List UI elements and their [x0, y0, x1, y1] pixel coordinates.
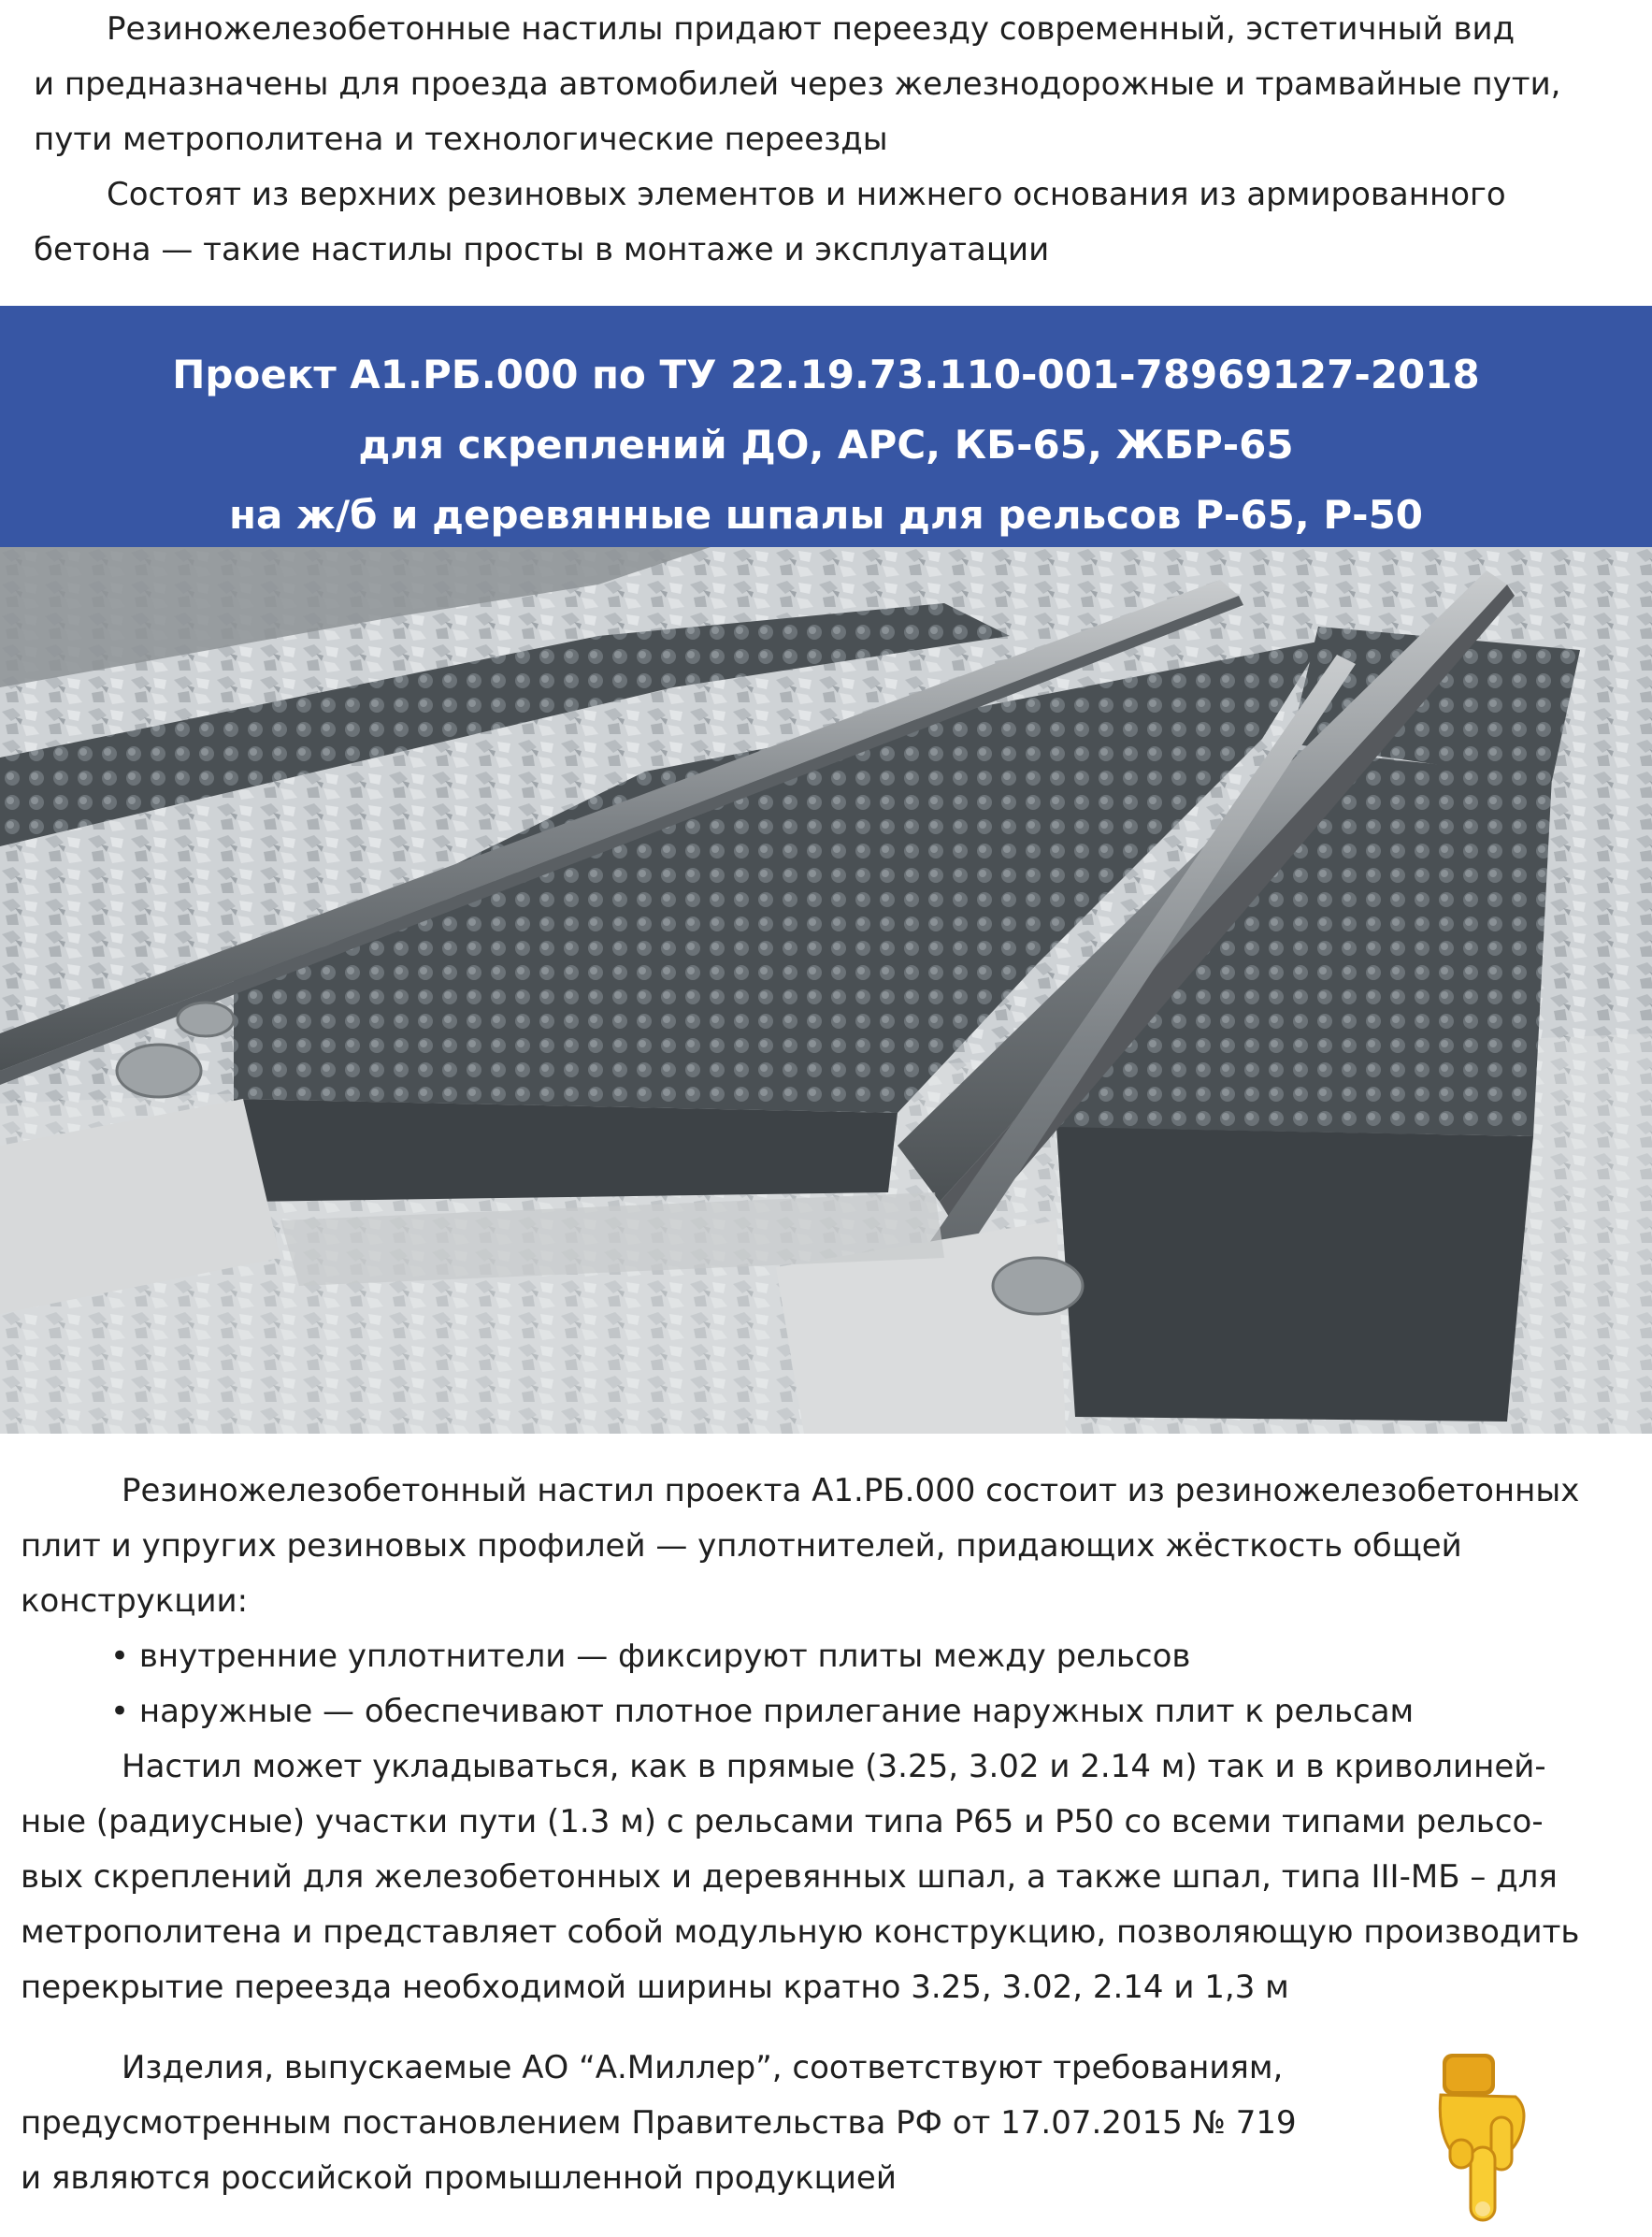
description-text [21, 1464, 1629, 2015]
compliance-line: предусмотренным постановлением Правительства РФ от 17.07.2015 № 719 [21, 2104, 1297, 2142]
bullet-item: • внутренние уплотнители — фиксируют плиты между рельсов [110, 1638, 1191, 1675]
description-line: плит и упругих резиновых профилей — уплотнителей, придающих жёсткость общей [21, 1527, 1462, 1565]
compliance-line: и являются российской промышленной продукцией [21, 2159, 897, 2197]
banner-line: Проект А1.РБ.000 по ТУ 22.19.73.110-001-78969127-2018 [172, 352, 1480, 397]
banner-line: на ж/б и деревянные шпалы для рельсов Р-65, Р-50 [228, 492, 1424, 538]
intro-line: бетона — такие настилы просты в монтаже и эксплуатации [34, 231, 1050, 268]
crossing-photo [0, 547, 1652, 1434]
description-line: перекрытие переезда необходимой ширины кратно 3.25, 3.02, 2.14 и 1,3 м [21, 1969, 1289, 2006]
description-line: Резиножелезобетонный настил проекта А1.РБ.000 состоит из резиножелезобетонных [122, 1472, 1580, 1509]
intro-line: пути метрополитена и технологические переезды [34, 121, 888, 158]
compliance-text [21, 2041, 1423, 2206]
bullet-item: • наружные — обеспечивают плотное прилегание наружных плит к рельсам [110, 1693, 1415, 1730]
banner-line: для скреплений ДО, АРС, КБ-65, ЖБР-65 [358, 422, 1294, 468]
description-line: Настил может укладываться, как в прямые (3.25, 3.02 и 2.14 м) так и в криволиней- [122, 1748, 1546, 1785]
description-line: метрополитена и представляет собой модульную конструкцию, позволяющую производить [21, 1913, 1580, 1951]
intro-line: и предназначены для проезда автомобилей через железнодорожные и трамвайные пути, [34, 65, 1561, 103]
project-banner [0, 306, 1652, 547]
description-line: вых скреплений для железобетонных и деревянных шпал, а также шпал, типа III-МБ – для [21, 1858, 1558, 1896]
intro-text [34, 0, 1623, 278]
description-line: конструкции: [21, 1582, 249, 1620]
compliance-line: Изделия, выпускаемые АО “А.Миллер”, соответствуют требованиям, [122, 2049, 1284, 2086]
intro-line: Резиножелезобетонные настилы придают переезду современный, эстетичный вид [107, 10, 1516, 48]
pointing-down-hand-icon [1433, 2050, 1544, 2224]
description-line: ные (радиусные) участки пути (1.3 м) с рельсами типа Р65 и Р50 со всеми типами рельсо- [21, 1803, 1544, 1840]
intro-line: Состоят из верхних резиновых элементов и нижнего основания из армированного [107, 176, 1506, 213]
